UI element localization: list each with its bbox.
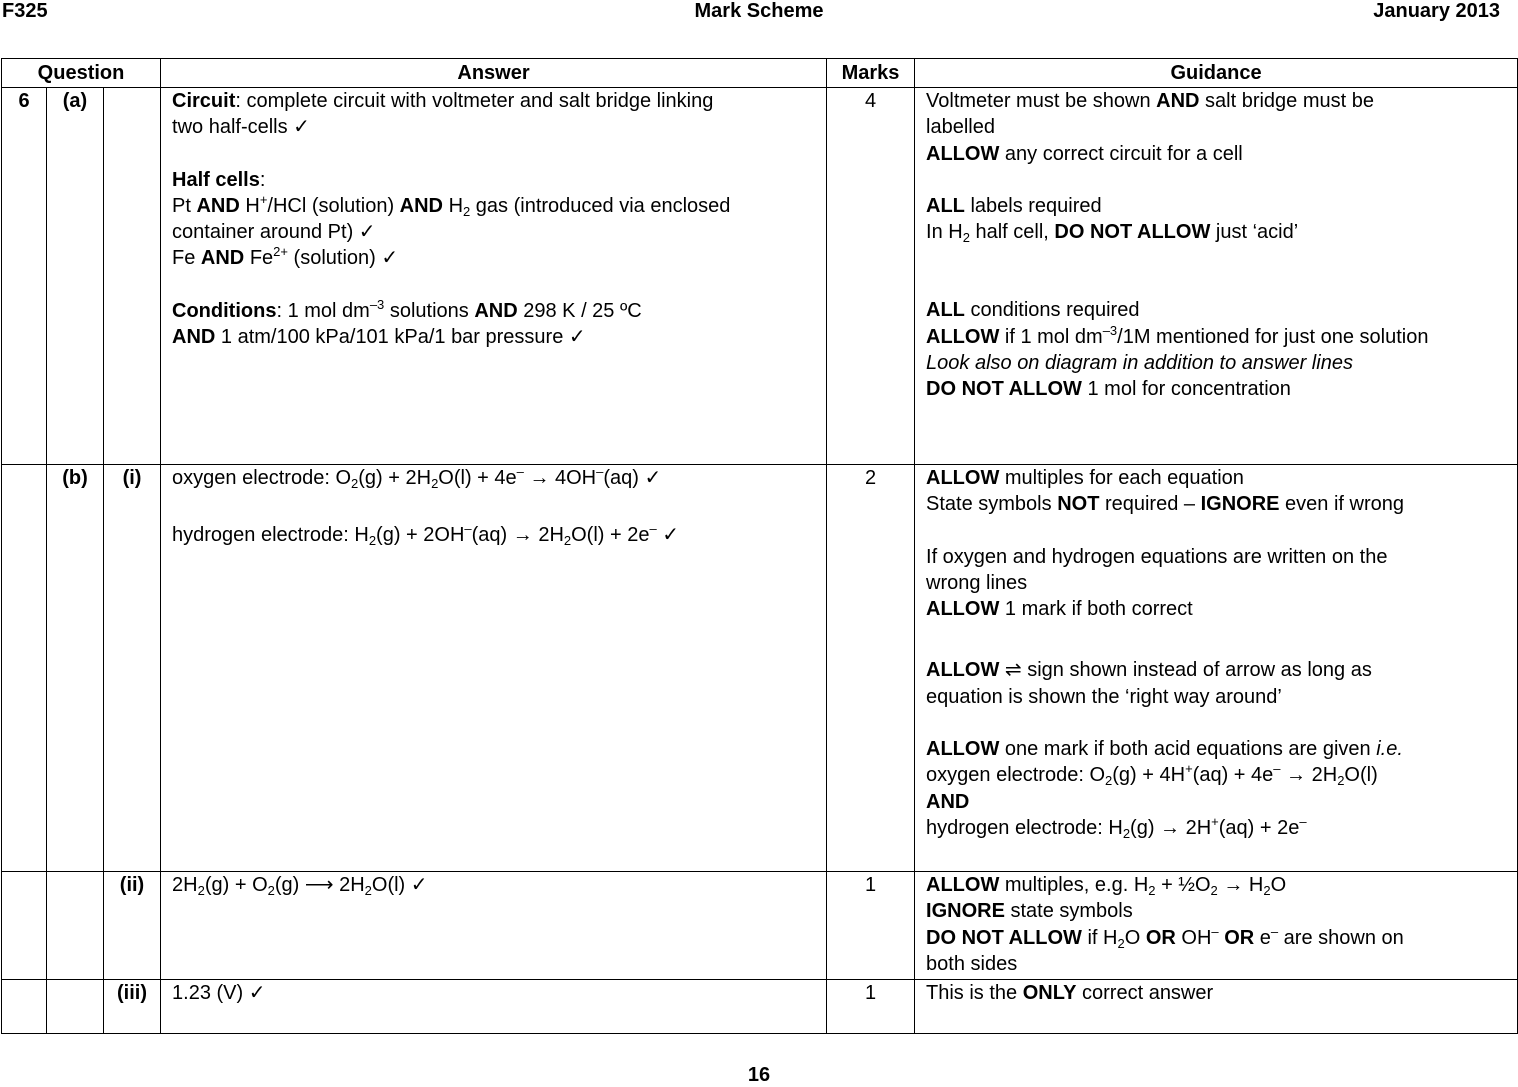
- guidance-cell: ALLOW multiples for each equation State symbols NOT required – IGNORE even if wrong If oxygen and hydrogen equations are written on the wrong lines ALLOW 1 mark if both correct ALLOW ⇌ sign shown instead of arrow as long as equation is shown the ‘right way around’ ALLOW one mark if both acid equations are given i.e. oxygen electrode: $O_2(g) + 4H^+(aq) + 4e^- \to 2H_2O(l)$ AND hydrogen electrode: $H_2(g) \to 2H^+(aq) + 2e^-$: [915, 465, 1518, 872]
- answer-cell: oxygen electrode: $O_2(g) + 2H_2O(l) + 4e^- \to 4OH^-(aq)$ ✓ hydrogen electrode: $H_2(g) + 2OH^-(aq) \to 2H_2O(l) + 2e^-$ ✓: [161, 465, 827, 872]
- question-subpart: (ii): [104, 872, 161, 980]
- answer-cell: Circuit: complete circuit with voltmeter and salt bridge linking two half-cells ✓ Half cells: Pt AND H+/HCl (solution) AND $H_2$ gas (introduced via enclosed container around Pt) ✓ Fe AND $Fe^{2+}$ (solution) ✓ Conditions: 1 mol $dm^{-3}$ solutions AND 298 K / 25 ºC AND 1 atm/100 kPa/101 kPa/1 bar pressure ✓: [161, 88, 827, 465]
- table-row: [2, 872, 1518, 980]
- answer-cell: 1.23 (V) ✓: [161, 980, 827, 1034]
- header-code: F325: [2, 0, 48, 22]
- col-question: Question: [2, 59, 161, 88]
- question-number: [2, 465, 47, 872]
- mark-scheme-table: [1, 58, 1518, 1034]
- table-row: [2, 88, 1518, 465]
- question-part: [47, 872, 104, 980]
- answer-cell: $2H_2(g) + O_2(g)$ ⟶ $2H_2O(l)$ ✓: [161, 872, 827, 980]
- marks-cell: 1: [827, 872, 915, 980]
- guidance-cell: Voltmeter must be shown AND salt bridge must be labelled ALLOW any correct circuit for a cell ALL labels required In $H_2$ half cell, DO NOT ALLOW just ‘acid’ ALL conditions required ALLOW if 1 mol $dm^{-3}/1M$ mentioned for just one solution Look also on diagram in addition to answer lines DO NOT ALLOW 1 mol for concentration: [915, 88, 1518, 465]
- marks-cell: 1: [827, 980, 915, 1034]
- header-title: Mark Scheme: [694, 0, 824, 22]
- question-number: [2, 872, 47, 980]
- question-subpart: (iii): [104, 980, 161, 1034]
- header-date: January 2013: [1373, 0, 1500, 22]
- question-subpart: (i): [104, 465, 161, 872]
- question-subpart: [104, 88, 161, 465]
- question-part: (a): [47, 88, 104, 465]
- table-row: [2, 465, 1518, 872]
- col-guidance: Guidance: [915, 59, 1518, 88]
- question-part: (b): [47, 465, 104, 872]
- question-part: [47, 980, 104, 1034]
- guidance-cell: ALLOW multiples, e.g. $H_2$ + $\frac{1}{2}O_2 \to H_2O$ IGNORE state symbols DO NOT ALLOW if $H_2O$ OR OH– OR e– are shown on both sides: [915, 872, 1518, 980]
- page-number: 16: [747, 1064, 771, 1086]
- table-row: [2, 980, 1518, 1034]
- question-number: [2, 980, 47, 1034]
- guidance-cell: This is the ONLY correct answer: [915, 980, 1518, 1034]
- marks-cell: 2: [827, 465, 915, 872]
- marks-cell: 4: [827, 88, 915, 465]
- table-header-row: [2, 59, 1518, 88]
- col-marks: Marks: [827, 59, 915, 88]
- question-number: 6: [2, 88, 47, 465]
- col-answer: Answer: [161, 59, 827, 88]
